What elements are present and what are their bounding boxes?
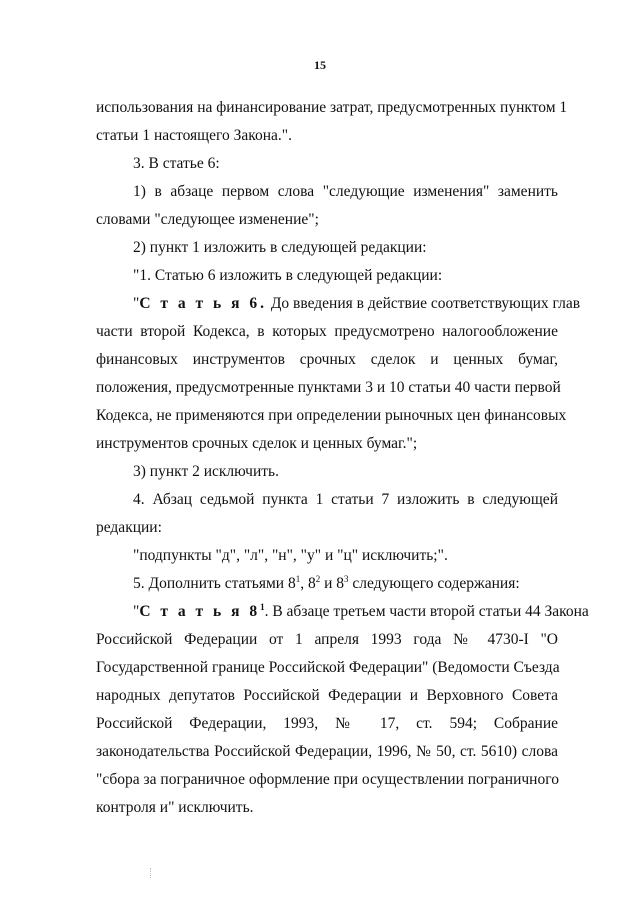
article-8-1-heading-line (133, 601, 589, 622)
text-line: Российской Федерации от 1 апреля 1993 года № 4730-I "О (96, 631, 558, 648)
text-line: 3) пункт 2 исключить. (133, 463, 279, 480)
text-fragment: следующего содержания: (348, 575, 520, 592)
text-line: законодательства Российской Федерации, 1996, № 50, ст. 5610) слова (96, 743, 558, 760)
superscript: 2 (315, 573, 321, 584)
quote-mark: " (133, 603, 140, 620)
text-line: "сбора за пограничное оформление при осуществлении пограничного (96, 771, 559, 788)
scan-mark (150, 868, 152, 878)
text-line: статьи 1 настоящего Закона.". (96, 127, 292, 144)
text-fragment: и 8 (320, 575, 345, 592)
text-line: 3. В статье 6: (133, 155, 220, 172)
text-line: народных депутатов Российской Федерации и Верховного Совета (96, 687, 558, 704)
article-title: С т а т ь я 6. (139, 295, 267, 312)
text-line: части второй Кодекса, в которых предусмотрено налогообложение (96, 323, 558, 340)
text-line: 1) в абзаце первом слова "следующие изменения" заменить (133, 183, 558, 200)
superscript: 1 (260, 601, 265, 612)
text-line: контроля и" исключить. (96, 799, 254, 816)
text-line: использования на финансирование затрат, предусмотренных пунктом 1 (96, 99, 568, 116)
quote-mark: " (133, 295, 140, 312)
text-fragment: , 8 (300, 575, 316, 592)
text-line: "1. Статью 6 изложить в следующей редакции: (133, 267, 443, 284)
superscript: 1 (295, 573, 301, 584)
text-line: . В абзаце третьем части второй статьи 44 Закона (264, 603, 589, 620)
text-line: финансовых инструментов срочных сделок и ценных бумаг, (96, 351, 558, 368)
article-6-heading-line (133, 294, 581, 314)
text-line: инструментов срочных сделок и ценных бумаг."; (96, 435, 418, 452)
text-line: редакции: (96, 519, 162, 536)
text-line: 2) пункт 1 изложить в следующей редакции: (133, 239, 427, 256)
item-5-line (133, 574, 520, 594)
page-number: 15 (314, 58, 326, 72)
text-line: 4. Абзац седьмой пункта 1 статьи 7 изложить в следующей (133, 491, 558, 508)
text-line: Российской Федерации, 1993, № 17, ст. 594; Собрание (96, 715, 558, 732)
text-line: Государственной границе Российской Федерации" (Ведомости Съезда (96, 659, 560, 676)
text-line: До введения в действие соответствующих глав (266, 295, 581, 312)
superscript: 3 (344, 573, 349, 584)
text-line: положения, предусмотренные пунктами 3 и 10 статьи 40 части первой (96, 379, 561, 396)
article-title: С т а т ь я 8 (139, 603, 261, 620)
text-fragment: 5. Дополнить статьями 8 (133, 575, 296, 592)
text-line: "подпункты "д", "л", "н", "у" и "ц" исключить;". (133, 547, 448, 564)
text-line: словами "следующее изменение"; (96, 211, 319, 228)
text-line: Кодекса, не применяются при определении рыночных цен финансовых (96, 407, 567, 424)
